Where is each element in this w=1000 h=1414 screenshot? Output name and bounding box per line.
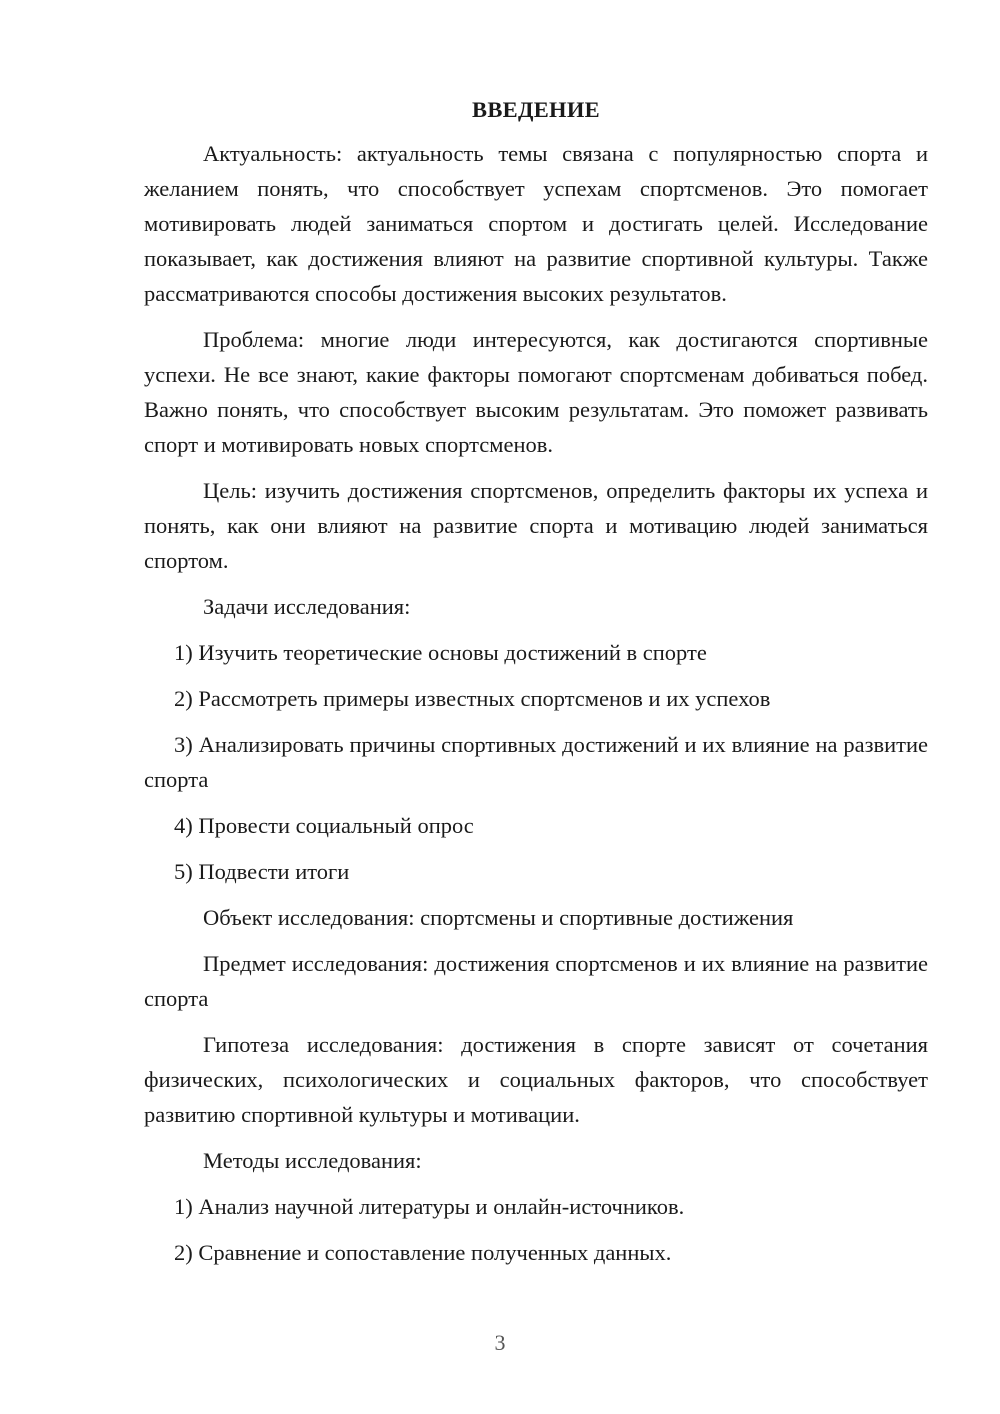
task-item: 5) Подвести итоги: [174, 859, 350, 884]
methods-heading: Методы исследования:: [203, 1148, 422, 1173]
relevance-paragraph: Актуальность: актуальность темы связана с популярностью спорта и желанием понять, что способствует успехам спортсменов. Это помогает мотивировать людей заниматься спортом и достигать целей. Исследование показывает, как достижения влияют на развитие спортивной культуры. Также рассматриваются способы достижения высоких результатов.: [144, 141, 928, 306]
task-item: 1) Изучить теоретические основы достижений в спорте: [174, 640, 707, 665]
subject-paragraph: Предмет исследования: достижения спортсменов и их влияние на развитие спорта: [144, 951, 928, 1011]
method-item: 2) Сравнение и сопоставление полученных данных.: [174, 1240, 672, 1265]
tasks-heading: Задачи исследования:: [203, 594, 411, 619]
method-item: 1) Анализ научной литературы и онлайн-источников.: [174, 1194, 685, 1219]
hypothesis-paragraph: Гипотеза исследования: достижения в спорте зависят от сочетания физических, психологических и социальных факторов, что способствует развитию спортивной культуры и мотивации.: [144, 1032, 928, 1127]
task-item: 3) Анализировать причины спортивных достижений и их влияние на развитие спорта: [144, 732, 928, 792]
task-item: 2) Рассмотреть примеры известных спортсменов и их успехов: [174, 686, 771, 711]
problem-paragraph: Проблема: многие люди интересуются, как достигаются спортивные успехи. Не все знают, какие факторы помогают спортсменам добиваться побед. Важно понять, что способствует высоким результатам. Это поможет развивать спорт и мотивировать новых спортсменов.: [144, 327, 928, 457]
page-number: 3: [494, 1330, 506, 1355]
object-paragraph: Объект исследования: спортсмены и спортивные достижения: [203, 905, 794, 930]
document-page: [144, 92, 928, 1281]
goal-paragraph: Цель: изучить достижения спортсменов, определить факторы их успеха и понять, как они влияют на развитие спорта и мотивацию людей заниматься спортом.: [144, 478, 928, 573]
section-title: ВВЕДЕНИЕ: [472, 97, 600, 122]
task-item: 4) Провести социальный опрос: [174, 813, 474, 838]
